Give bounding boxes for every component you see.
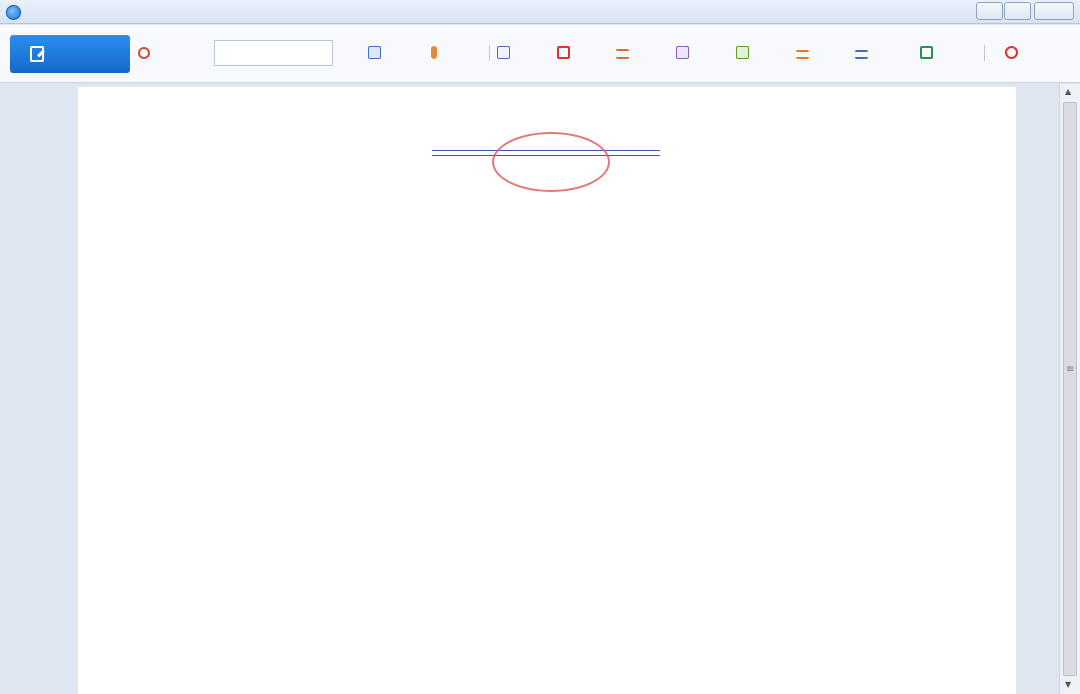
power-icon [1005, 46, 1018, 59]
maximize-button[interactable] [1004, 2, 1031, 20]
red-invoice-button[interactable] [557, 46, 573, 61]
exit-button[interactable] [1005, 46, 1021, 61]
consult-button[interactable] [138, 46, 153, 61]
price-icon [736, 46, 749, 59]
pending-list-button[interactable] [10, 35, 130, 73]
discount-icon [676, 46, 689, 59]
consult-icon [138, 47, 150, 59]
minimize-button[interactable] [976, 2, 1003, 20]
import-button[interactable] [368, 46, 384, 61]
invoice-seal [492, 132, 610, 192]
search-input[interactable] [214, 40, 333, 66]
delete-row-icon [855, 50, 868, 59]
customer-icon [431, 46, 437, 59]
list-button[interactable] [616, 46, 632, 61]
add-row-icon [796, 50, 809, 59]
discount-button[interactable] [676, 46, 692, 61]
toolbar-separator [984, 45, 985, 61]
red-invoice-icon [557, 46, 570, 59]
title-bar [0, 0, 1080, 24]
print-icon [920, 46, 933, 59]
customer-button[interactable] [431, 46, 440, 61]
toolbar-separator [489, 45, 490, 61]
price-button[interactable] [736, 46, 752, 61]
vertical-scrollbar[interactable] [1059, 84, 1080, 694]
scrollbar-thumb[interactable] [1063, 102, 1077, 676]
toolbar [0, 25, 1080, 83]
add-row-button[interactable] [796, 46, 812, 61]
app-icon [6, 5, 21, 20]
list-icon [616, 49, 629, 59]
scroll-grip-icon: ≡ [1066, 364, 1075, 375]
import-icon [368, 46, 381, 59]
delete-row-button[interactable] [855, 46, 871, 61]
edit-list-icon [30, 46, 44, 62]
scroll-down-icon[interactable]: ▼ [1065, 680, 1072, 689]
copy-icon [497, 46, 510, 59]
scroll-up-icon[interactable]: ▲ [1065, 87, 1072, 96]
copy-button[interactable] [497, 46, 513, 61]
print-button[interactable] [920, 46, 936, 61]
close-button[interactable] [1034, 2, 1074, 20]
